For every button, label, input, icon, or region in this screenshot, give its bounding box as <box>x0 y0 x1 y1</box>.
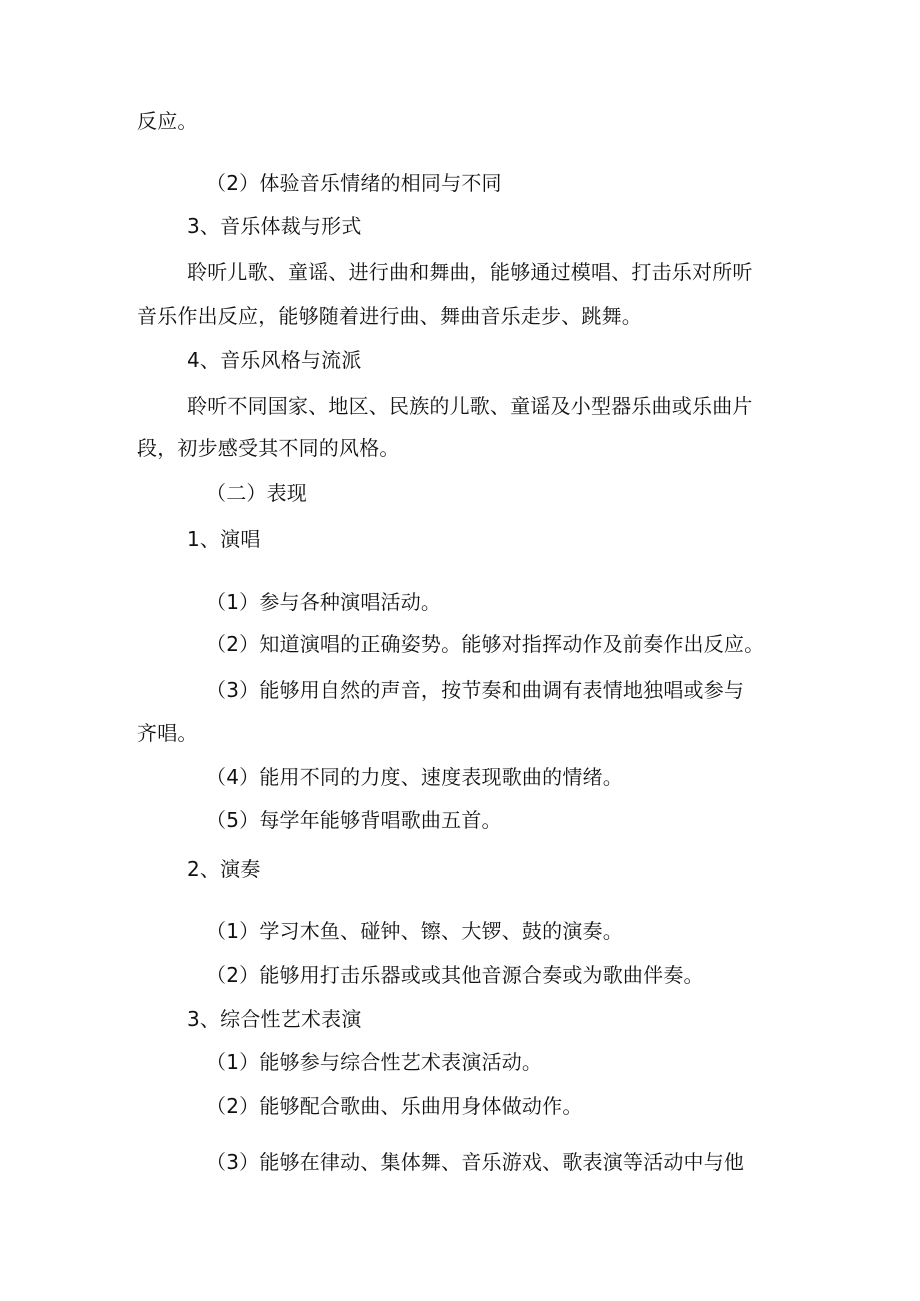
text-line: （3）能够在律动、集体舞、音乐游戏、歌表演等活动中与他 <box>206 1150 745 1174</box>
section-heading: 3、音乐体裁与形式 <box>187 214 362 238</box>
text-line: （1）能够参与综合性艺术表演活动。 <box>206 1050 543 1074</box>
text-line: 段，初步感受其不同的风格。 <box>137 436 400 460</box>
text-line: （2）能够用打击乐器或或其他音源合奏或为歌曲伴奏。 <box>206 963 704 987</box>
text-line: （2）能够配合歌曲、乐曲用身体做动作。 <box>206 1094 583 1118</box>
text-line: （2）知道演唱的正确姿势。能够对指挥动作及前奏作出反应。 <box>206 632 765 656</box>
text-line: （2）体验音乐情绪的相同与不同 <box>206 171 502 195</box>
text-line: （1）学习木鱼、碰钟、镲、大锣、鼓的演奏。 <box>206 919 623 943</box>
section-heading: 2、演奏 <box>187 857 261 881</box>
section-heading: 1、演唱 <box>187 527 261 551</box>
text-line: 齐唱。 <box>137 721 198 745</box>
text-line: 音乐作出反应，能够随着进行曲、舞曲音乐走步、跳舞。 <box>137 304 642 328</box>
chapter-heading: （二）表现 <box>206 481 307 505</box>
text-line: 聆听儿歌、童谣、进行曲和舞曲，能够通过模唱、打击乐对所听 <box>187 260 753 284</box>
section-heading: 4、音乐风格与流派 <box>187 348 362 372</box>
text-line: （5）每学年能够背唱歌曲五首。 <box>206 808 502 832</box>
text-line: 反应。 <box>137 109 198 133</box>
text-line: （4）能用不同的力度、速度表现歌曲的情绪。 <box>206 765 623 789</box>
text-line: （1）参与各种演唱活动。 <box>206 590 442 614</box>
text-line: （3）能够用自然的声音，按节奏和曲调有表情地独唱或参与 <box>206 678 745 702</box>
text-line: 聆听不同国家、地区、民族的儿歌、童谣及小型器乐曲或乐曲片 <box>187 394 753 418</box>
section-heading: 3、综合性艺术表演 <box>187 1007 362 1031</box>
